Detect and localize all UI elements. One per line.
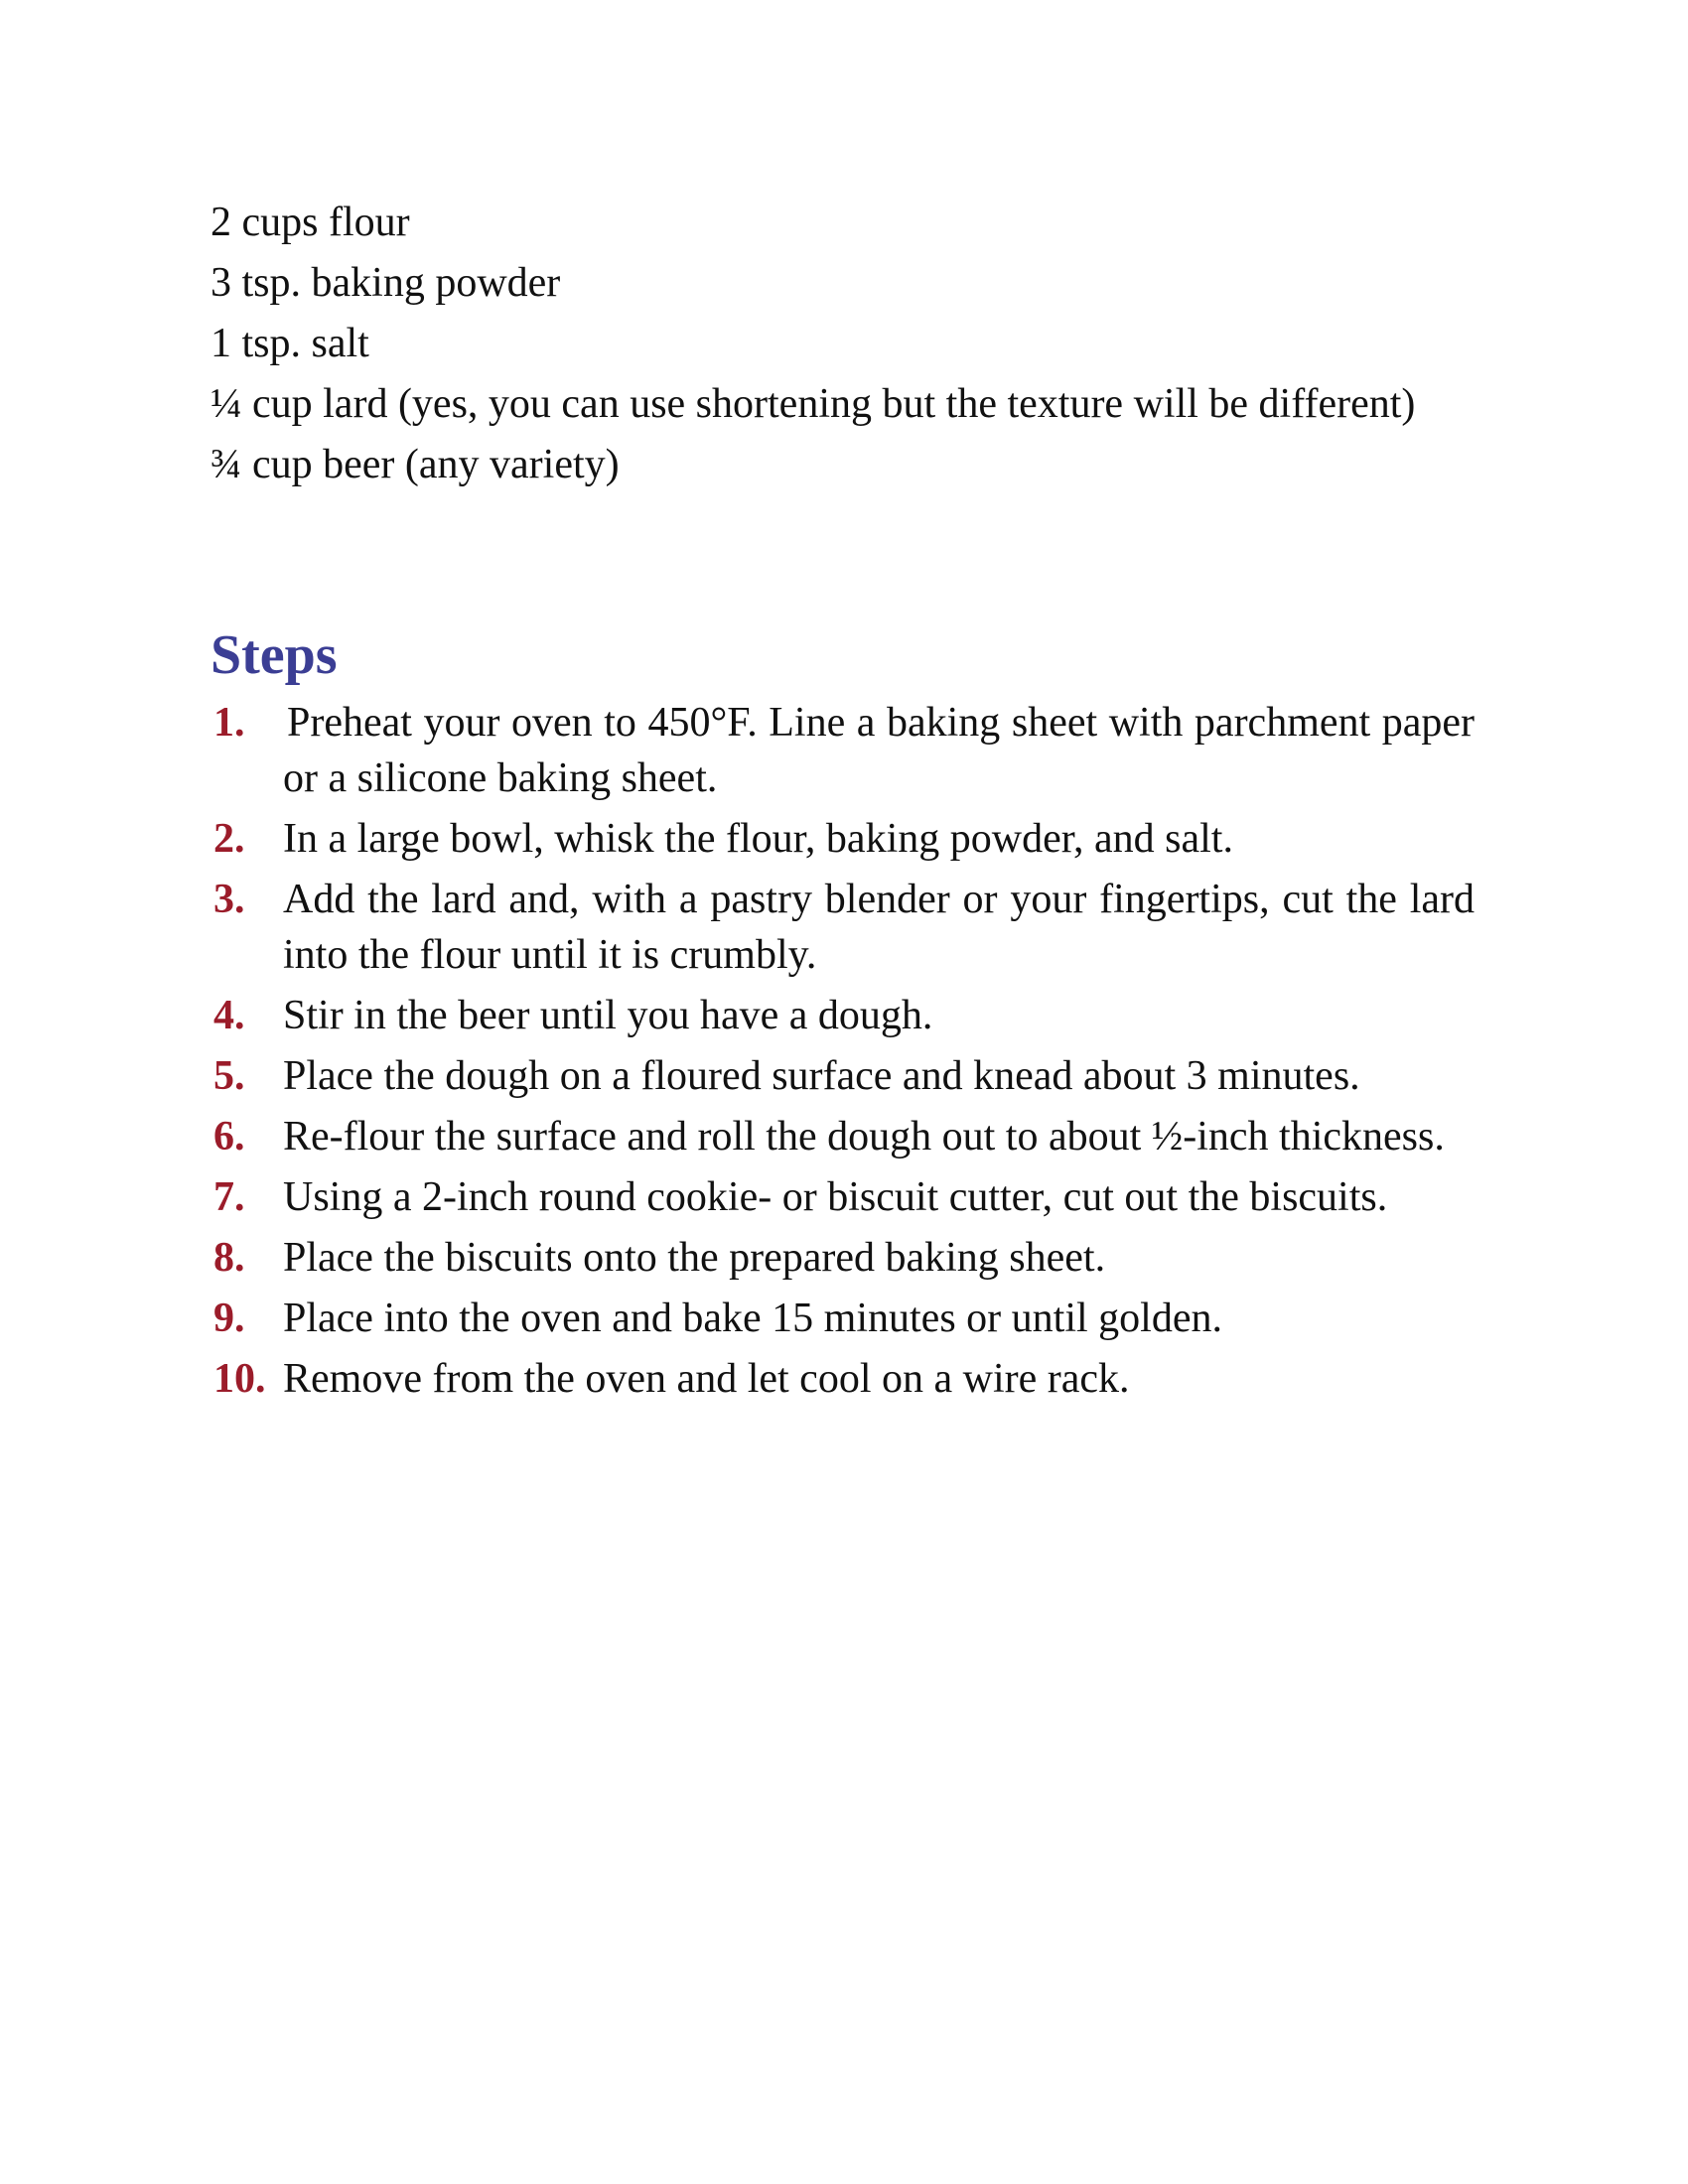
ingredient-item: ¾ cup beer (any variety) (211, 442, 620, 487)
step-item (213, 695, 1475, 806)
step-text: Preheat your oven to 450°F. Line a baking sheet with parchment paper or a silicone baking sheet. (283, 700, 1475, 801)
ingredient-item: ¼ cup lard (yes, you can use shortening but the texture will be different) (211, 381, 1416, 427)
step-text: Stir in the beer until you have a dough. (283, 993, 933, 1038)
step-item (213, 1169, 1475, 1225)
step-item (213, 1291, 1475, 1346)
step-text: Using a 2-inch round cookie- or biscuit cutter, cut out the biscuits. (283, 1174, 1388, 1220)
ingredient-list (211, 195, 1481, 497)
step-number: 6. (213, 1114, 245, 1160)
step-text: Add the lard and, with a pastry blender or your fingertips, cut the lard into the flour until it is crumbly. (283, 877, 1475, 978)
step-item (213, 872, 1475, 983)
step-text: In a large bowl, whisk the flour, baking powder, and salt. (283, 816, 1233, 862)
step-text: Place the dough on a floured surface and knead about 3 minutes. (283, 1053, 1360, 1099)
step-item (213, 1109, 1475, 1164)
ingredient-item: 3 tsp. baking powder (211, 260, 561, 306)
step-text: Remove from the oven and let cool on a wire rack. (283, 1356, 1130, 1402)
step-number: 9. (213, 1296, 245, 1341)
step-list (213, 695, 1475, 1412)
step-text: Place the biscuits onto the prepared baking sheet. (283, 1235, 1106, 1281)
step-number: 7. (213, 1174, 245, 1220)
step-item (213, 811, 1475, 867)
step-item (213, 1230, 1475, 1286)
step-item (213, 1048, 1475, 1104)
steps-heading: Steps (211, 624, 338, 686)
step-text: Re-flour the surface and roll the dough out to about ½-inch thickness. (283, 1114, 1445, 1160)
ingredient-item: 2 cups flour (211, 200, 410, 245)
ingredient-item: 1 tsp. salt (211, 321, 369, 366)
step-number: 4. (213, 993, 245, 1038)
step-number: 8. (213, 1235, 245, 1281)
step-number: 1. (213, 700, 245, 746)
step-item (213, 988, 1475, 1043)
step-number: 3. (213, 877, 245, 922)
step-item (213, 1351, 1475, 1407)
step-number: 10. (213, 1356, 266, 1402)
step-number: 2. (213, 816, 245, 862)
step-number: 5. (213, 1053, 245, 1099)
step-text: Place into the oven and bake 15 minutes or until golden. (283, 1296, 1222, 1341)
